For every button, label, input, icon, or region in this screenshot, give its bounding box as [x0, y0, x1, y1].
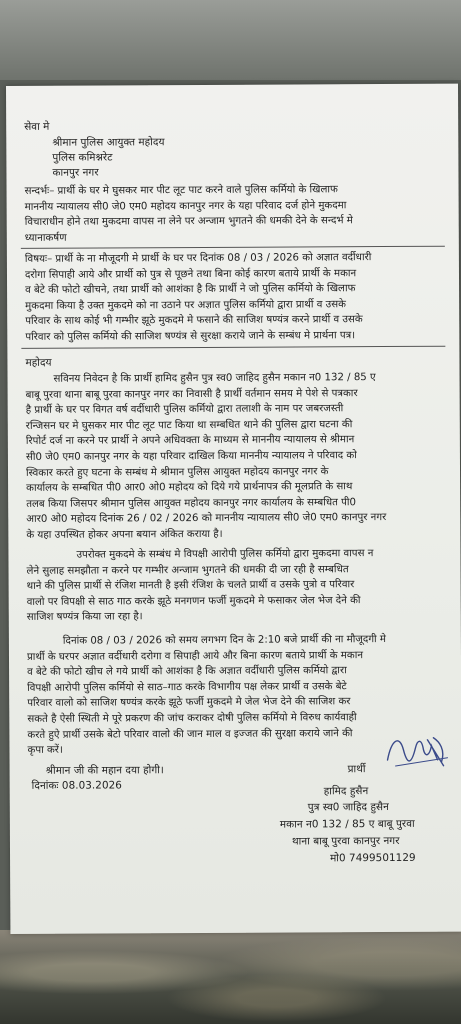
signature-prarthi: प्रार्थी	[347, 763, 366, 776]
closing-line: श्रीमान जी की महान दया होगी।	[45, 764, 164, 777]
paragraph-line: रन्जिसन घर मे घुसकर मार पीट लूट पाट किया था सम्बधित थाने की पुलिस द्वारा घटना की	[25, 418, 353, 432]
paragraph-line: दिनांक 08 / 03 / 2026 को समय लगभग दिन के 2:10 बजे प्रार्थी की ना मौजूदगी मे	[62, 634, 387, 647]
address-line-2: पुलिस कमिश्नरेट	[52, 151, 113, 164]
handwritten-signature-icon	[381, 720, 451, 776]
signature-mobile: मो0 7499501129	[330, 851, 416, 865]
paragraph-line: वालो पर विपक्षी से साठ गाठ करके झूठे मनगणन फर्जी मुकदमे मे फसाकर जेल भेज देने की	[26, 594, 361, 608]
letter-page	[6, 84, 461, 934]
seva-me: सेवा मे	[24, 120, 50, 133]
paragraph-line: सी0 जे0 एम0 कानपुर नगर के यहा परिवार दाखिल किया माननीय न्यायालय ने परिवाद को	[25, 450, 357, 463]
paragraph-line: करते हुऐ प्रार्थी उसके बेटो परिवार वालो की जान माल व इज्जत की सुरक्षा कराये जाने की	[27, 727, 353, 741]
subject-line: दरोगा सिपाही आये और प्रार्थी को पुत्र से पूछने तथा बिना कोई कारण बताये प्रार्थी के मकान	[24, 267, 357, 281]
reference-line: विचाराधीन होने तथा मुकदमा वापस ना लेने पर अन्जाम भुगतने की धमकी देने के सन्दर्भ मे	[24, 215, 353, 229]
fabric-texture	[0, 938, 461, 1024]
subject-line: परिवार को पुलिस कर्मियो की साजिश षण्यंत्र से सुरक्षा कराये जाने के सम्बंध मे प्रार्थना पत्र।	[25, 330, 356, 343]
reference-line: माननीय न्यायालय सी0 जे0 एम0 महोदय कानपुर नगर के यहा परिवाद दर्ज होने मुकदमा	[24, 199, 347, 213]
salutation: महोदय	[25, 356, 52, 369]
subject-block	[25, 250, 441, 346]
paragraph-2	[26, 546, 442, 626]
paragraph-line: बाबू पुरवा थाना बाबू पुरवा कानपुर नगर का निवासी है प्रार्थी वर्तमान समय मे पेशे से पत्रकार	[25, 387, 358, 401]
address-line-3: कानपुर नगर	[52, 166, 99, 179]
paragraph-line: सविनय निवेदन है कि प्रार्थी हामिद हुसैन पुत्र स्व0 जाहिद हुसैन मकान न0 132 / 85 ए	[53, 372, 376, 385]
reference-divider	[21, 246, 445, 249]
paragraph-line: आर0 ओ0 महोदय दिनांक 26 / 02 / 2026 को माननीय न्यायालय सी0 जे0 एम0 कानपुर नगर	[26, 512, 387, 526]
paragraph-line: साजिश षण्यंत्र किया जा रहा है।	[26, 611, 143, 624]
paragraph-line: के यहा उपस्थित होकर अपना बयान अंकित कराया है।	[26, 528, 223, 541]
signature-address-2: थाना बाबू पुरवा कानपुर नगर	[291, 834, 400, 848]
paragraph-line: है प्रार्थी के घर पर विगत वर्ष वर्दीधारी पुलिस कर्मियो द्वारा तलाशी के नाम पर जबरजस्ती	[25, 403, 344, 417]
paragraph-line: तलब किया जिसपर श्रीमान पुलिस आयुक्त महोदय कानपुर नगर कार्यालय के सम्बधित पी0	[26, 496, 357, 510]
paragraph-line: विपक्षी आरोपी पुलिस कर्मियो से साठ–गाठ करके विभागीय पक्ष लेकर प्रार्थी व उसके बेटे	[27, 681, 347, 694]
paragraph-line: प्रार्थी के घरपर अज्ञात वर्दीधारी दरोगा व सिपाही आये और बिना कारण बताये प्रार्थी के मकान	[26, 649, 364, 663]
paragraph-line: परिवार वालो को साजिश षण्यंत्र करके झूठे फर्जी मुकदमे मे जेल भेज देने की साजिश कर	[27, 696, 351, 710]
paragraph-line: कृपा करें।	[27, 744, 63, 757]
paragraph-line: लेने सुलाह समझौता न करने पर गम्भीर अन्जाम भुगतने की धमकी दी जा रही है सम्बधित	[26, 563, 349, 577]
paragraph-line: व बेटे की फोटो खीच ले गये प्रार्थी को आशंका है कि अज्ञात वर्दीधारी पुलिस कर्मियो द्वारा	[27, 665, 347, 679]
signature-father: पुत्र स्व0 जाहिद हुसैन	[307, 801, 389, 814]
background-top	[0, 0, 461, 80]
subject-line: विषयः– प्रार्थी के ना मौजूदगी मे प्रार्थी के घर पर दिनांक 08 / 03 / 2026 को अज्ञात वर्दीधारी	[24, 252, 372, 265]
paragraph-1	[25, 370, 442, 544]
date-line: दिनांकः 08.03.2026	[31, 779, 122, 792]
paragraph-line: सकते है ऐसी स्थिती मे पूरे प्रकरण की जांच कराकर दोषी पुलिस कर्मियो मे विरुध कार्यवाही	[27, 712, 357, 725]
reference-block	[25, 182, 441, 247]
reference-line: ध्यानाकर्षण	[24, 232, 67, 244]
reference-line: सन्दर्भः– प्रार्थी के घर मे घुसकर मार पीट लूट पाट करने वाले पुलिस कर्मियो के खिलाफ	[24, 184, 338, 197]
subject-line: व बेटे की फोटो खीचने, तथा प्रार्थी को आशंका है कि प्रार्थी ने जो पुलिस कर्मियो के खिलाफ	[25, 283, 356, 297]
signature-name: हामिद हुसैन	[323, 785, 369, 798]
paragraph-line: थाने की पुलिस प्रार्थी से रंजिश मानती है इसी रंजिश के चलते प्रार्थी व उसके पुत्रो व परिवार	[26, 579, 355, 593]
paragraph-line: कार्यालय के सम्बधित पी0 आर0 ओ0 महोदय को दिये गये प्रार्थनापत्र की मूलप्रति के साथ	[26, 481, 353, 495]
subject-divider	[21, 346, 445, 349]
subject-line: मुकदमा किया है उक्त मुकदमे को ना उठाने पर अज्ञात पुलिस कर्मियो द्वारा प्रार्थी व उसके	[25, 299, 346, 312]
signature-address-1: मकान न0 132 / 85 ए बाबू पुरवा	[279, 817, 415, 831]
subject-line: परिवार के साथ कोई भी गम्भीर झूठे मुकदमे मे फसाने की साजिश षण्यंत्र करने प्रार्थी व उसके	[25, 314, 363, 328]
paragraph-line: उपरोक्त मुकदमे के सम्बंध मे विपक्षी आरोपी पुलिस कर्मियो द्वारा मुकदमा वापस न	[76, 548, 374, 561]
paragraph-line: रिपोर्ट दर्ज ना करने पर प्रार्थी ने अपने अधिवक्ता के माध्यम से माननीय न्यायालय से श्रीमान	[25, 434, 355, 448]
address-line-1: श्रीमान पुलिस आयुक्त महोदय	[52, 136, 165, 149]
paragraph-line: स्विकार करते हुए घटना के सम्बंध मे श्रीमान पुलिस आयुक्त महोदय कानपुर नगर के	[25, 465, 329, 479]
